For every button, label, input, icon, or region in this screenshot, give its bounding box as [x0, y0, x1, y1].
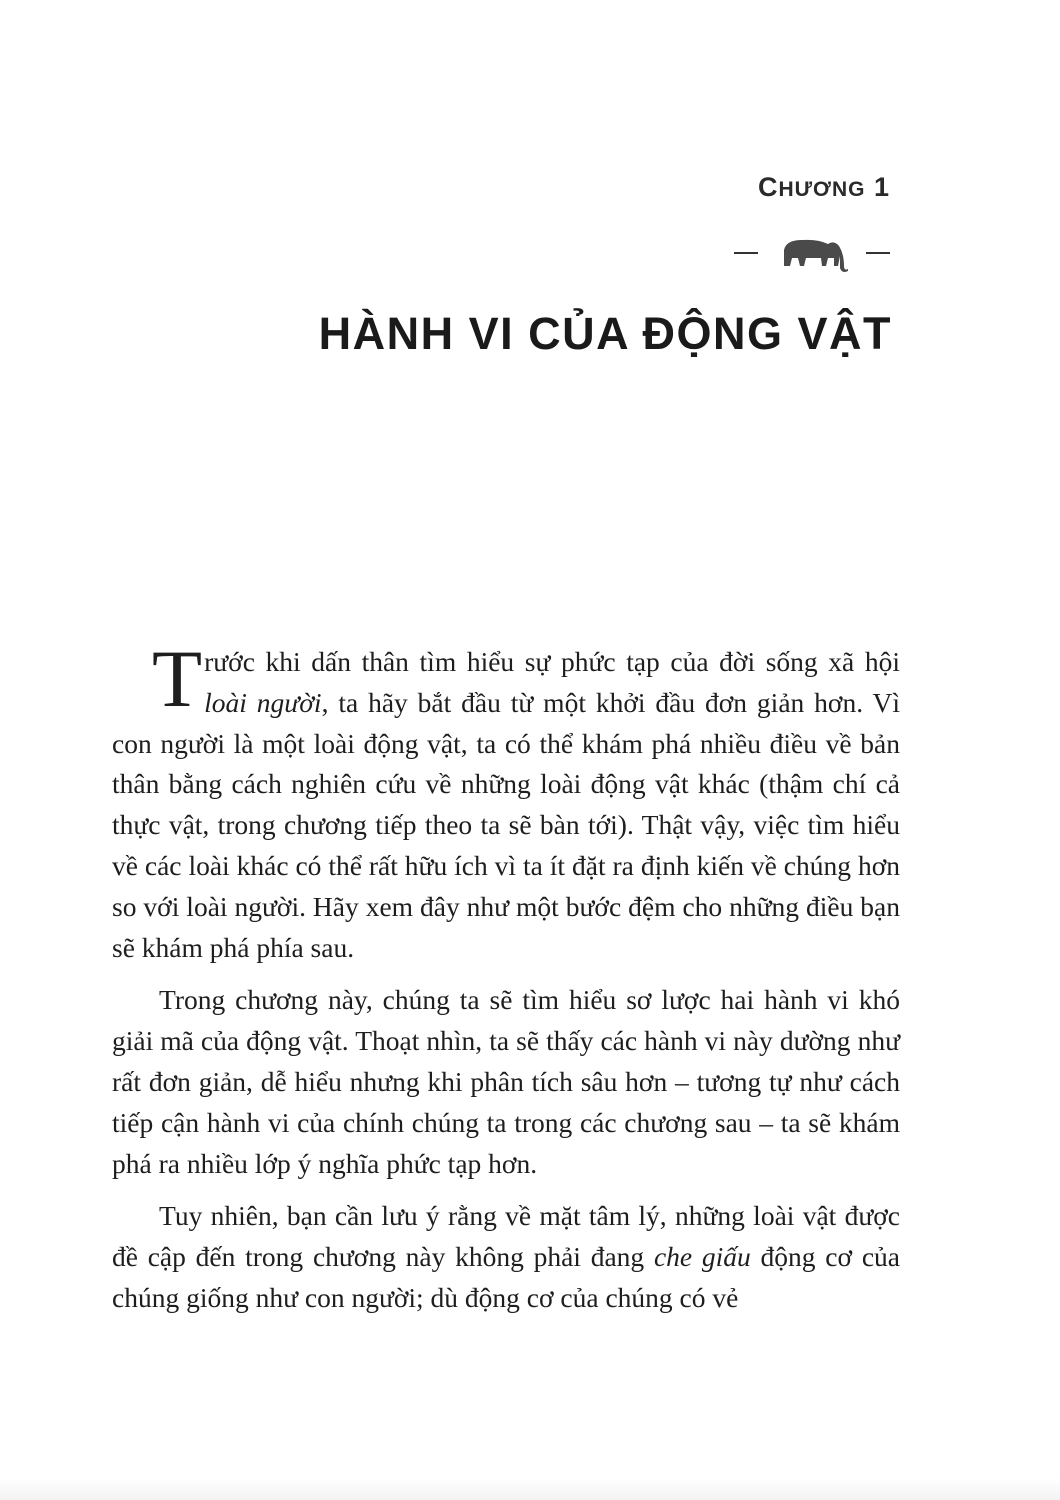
body-text: [112, 633, 900, 1319]
emphasis-text: che giấu: [653, 1241, 751, 1273]
paragraph-1: Trước khi dấn thân tìm hiểu sự phức tạp của đời sống xã hội loài người, ta hãy bắt đầu từ một khởi đầu đơn giản hơn. Vì con người là một loài động vật, ta có thể khám phá nhiều điều về bản thân bằng cách nghiên cứu về những loài động vật khác (thậm chí cả thực vật, trong chương tiếp theo ta sẽ bàn tới). Thật vậy, việc tìm hiểu về các loài khác có thể rất hữu ích vì ta ít đặt ra định kiến về chúng hơn so với loài người. Hãy xem đây như một bước đệm cho những điều bạn sẽ khám phá phía sau.: [112, 633, 900, 963]
drop-cap: T: [152, 633, 203, 724]
chapter-label-initial: C: [757, 172, 779, 202]
chapter-label-word: HƯƠNG: [778, 178, 866, 201]
chapter-label: [758, 172, 890, 203]
chapter-number: 1: [873, 172, 890, 202]
elephant-icon: [784, 240, 848, 272]
emphasis-text: loài người: [204, 686, 322, 718]
chapter-ornament: [734, 236, 894, 276]
chapter-title: HÀNH VI CỦA ĐỘNG VẬT: [318, 308, 892, 359]
paragraph-2: Trong chương này, chúng ta sẽ tìm hiểu sơ lược hai hành vi khó giải mã của động vật. Thoạt nhìn, ta sẽ thấy các hành vi này dường như rất đơn giản, dễ hiểu nhưng khi phân tích sâu hơn – tương tự như cách tiếp cận hành vi của chính chúng ta trong các chương sau – ta sẽ khám phá ra nhiều lớp ý nghĩa phức tạp hơn.: [112, 984, 900, 1179]
scan-edge: [0, 1478, 1060, 1500]
paragraph-3: Tuy nhiên, bạn cần lưu ý rằng về mặt tâm lý, những loài vật được đề cập đến trong chương này không phải đang che giấu động cơ của chúng giống như con người; dù động cơ của chúng có vẻ: [112, 1200, 900, 1313]
